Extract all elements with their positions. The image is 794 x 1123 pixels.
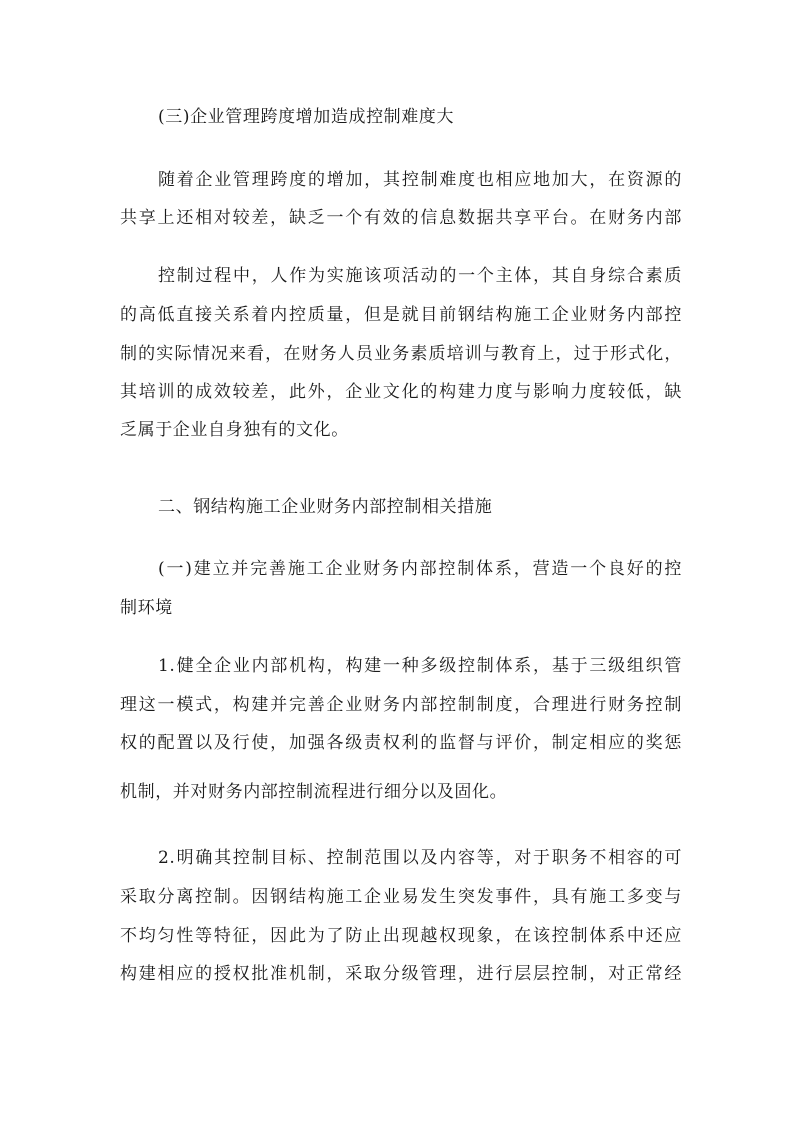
- paragraph-line: 不均匀性等特征，因此为了防止出现越权现象，在该控制体系中还应: [120, 926, 682, 946]
- paragraph-line: 构建相应的授权批准机制，采取分级管理，进行层层控制，对正常经: [120, 964, 682, 984]
- paragraph-line: 理这一模式，构建并完善企业财务内部控制制度，合理进行财务控制: [120, 695, 682, 715]
- paragraph-line: 2.明确其控制目标、控制范围以及内容等，对于职务不相容的可: [158, 848, 682, 868]
- subsection-heading-line: (一)建立并完善施工企业财务内部控制体系，营造一个良好的控: [158, 559, 682, 579]
- paragraph-line: 1.健全企业内部机构，构建一种多级控制体系，基于三级组织管: [158, 656, 682, 676]
- paragraph-line: 随着企业管理跨度的增加，其控制难度也相应地加大，在资源的: [158, 170, 682, 190]
- section-heading-3: (三)企业管理跨度增加造成控制难度大: [158, 107, 455, 127]
- paragraph-line: 制的实际情况来看，在财务人员业务素质培训与教育上，过于形式化，: [120, 344, 682, 364]
- paragraph-line: 控制过程中，人作为实施该项活动的一个主体，其自身综合素质: [158, 266, 682, 286]
- section-heading-2: 二、钢结构施工企业财务内部控制相关措施: [158, 497, 493, 517]
- paragraph-line: 其培训的成效较差，此外，企业文化的构建力度与影响力度较低，缺: [120, 382, 682, 402]
- paragraph-line: 权的配置以及行使，加强各级责权利的监督与评价，制定相应的奖惩: [120, 733, 682, 753]
- paragraph-line-end: 乏属于企业自身独有的文化。: [120, 420, 349, 440]
- paragraph-line: 共享上还相对较差，缺乏一个有效的信息数据共享平台。在财务内部: [120, 208, 682, 228]
- paragraph-line: 的高低直接关系着内控质量，但是就目前钢结构施工企业财务内部控: [120, 305, 682, 325]
- paragraph-line: 采取分离控制。因钢结构施工企业易发生突发事件，具有施工多变与: [120, 887, 682, 907]
- paragraph-line: 机制，并对财务内部控制流程进行细分以及固化。: [120, 782, 508, 802]
- subsection-heading-line: 制环境: [120, 598, 173, 618]
